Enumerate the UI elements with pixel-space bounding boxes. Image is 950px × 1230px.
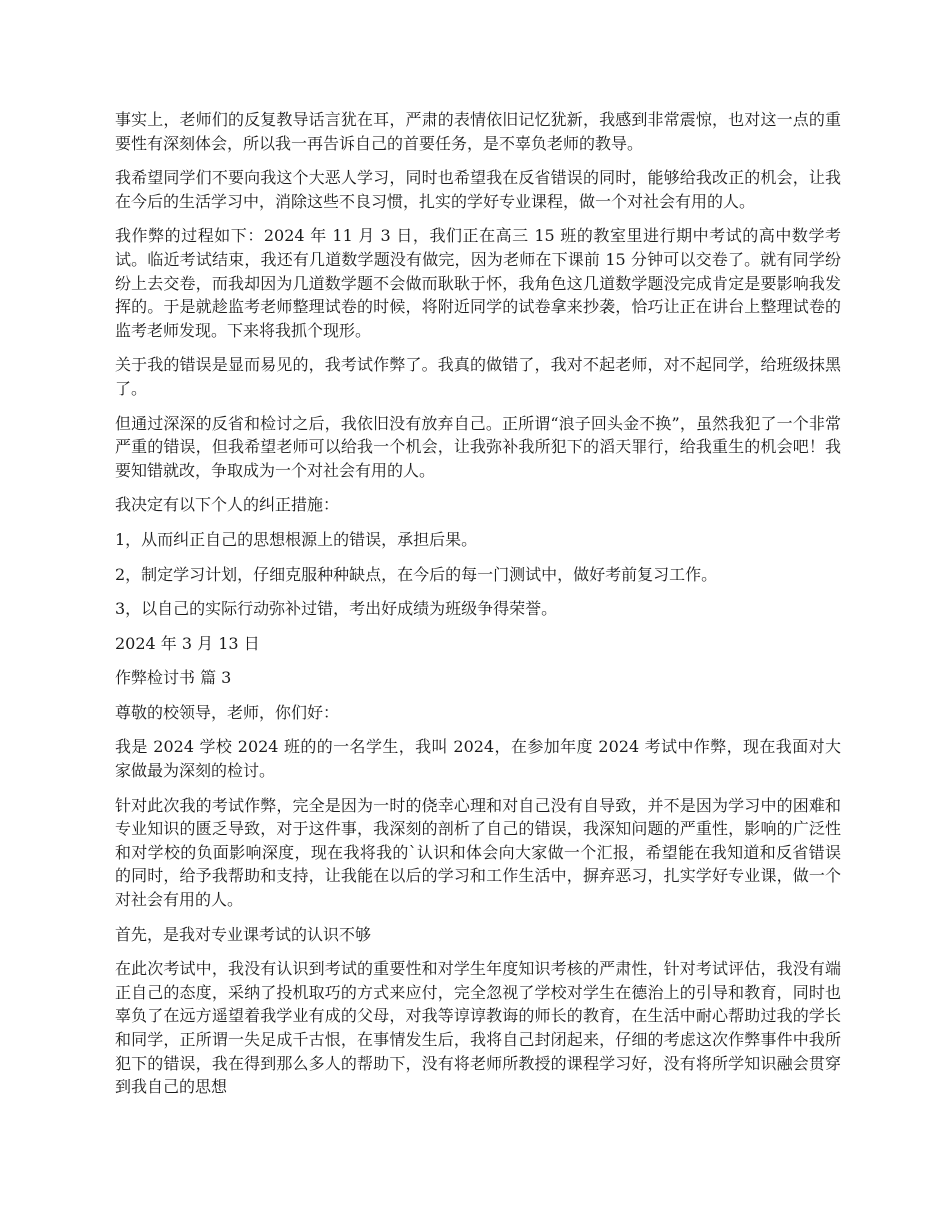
date-line: 2024 年 3 月 13 日 — [115, 633, 260, 653]
section-title: 作弊检讨书 篇 3 — [115, 668, 232, 688]
measure-item-2: 2，制定学习计划，仔细克服种种缺点，在今后的每一门测试中，做好考前复习工作。 — [115, 564, 718, 584]
paragraph-hope: 我希望同学们不要向我这个大恶人学习，同时也希望我在反省错误的同时，能够给我改正的机会，让我在今后的生活学习中，消除这些不良习惯，扎实的学好专业课程，做一个对社会有用的人。 — [115, 168, 841, 211]
paragraph-process: 我作弊的过程如下：2024 年 11 月 3 日，我们正在高三 15 班的教室里进行期中考试的高中数学考试。临近考试结束，我还有几道数学题没有做完，因为老师在下课前 15 分钟可以交卷了。就有同学纷纷上去交卷，而我却因为几道数学题不会做而耿耿于怀，我角色这几道数学题没完成肯定是要影响我发挥的。于是就趁监考老师整理试卷的时候，将附近同学的试卷拿来抄袭，恰巧让正在讲台上整理试卷的监考老师发现。下来将我抓个现形。 — [115, 226, 841, 340]
paragraph-reflection: 在此次考试中，我没有认识到考试的重要性和对学生年度知识考核的严肃性，针对考试评估，我没有端正自己的态度，采纳了投机取巧的方式来应付，完全忽视了学校对学生在德治上的引导和教育，同时也辜负了在远方遥望着我学业有成的父母，对我等谆谆教诲的师长的教育，在生活中耐心帮助过我的学长和同学，正所谓一失足成千古恨，在事情发生后，我将自己封闭起来，仔细的考虑这次作弊事件中我所犯下的错误，我在得到那么多人的帮助下，没有将老师所教授的课程学习好，没有将所学知识融会贯穿到我自己的思想 — [115, 959, 841, 1097]
paragraph-introduction: 我是 2024 学校 2024 班的的一名学生，我叫 2024，在参加年度 2024 考试中作弊，现在我面对大家做最为深刻的检讨。 — [115, 737, 841, 781]
document-page — [115, 108, 841, 1110]
paragraph-resolve: 但通过深深的反省和检讨之后，我依旧没有放弃自己。正所谓“浪子回头金不换”，虽然我犯了一个非常严重的错误，但我希望老师可以给我一个机会，让我弥补我所犯下的滔天罪行，给我重生的机会吧！我要知错就改，争取成为一个对社会有用的人。 — [115, 413, 841, 480]
measure-item-1: 1，从而纠正自己的思想根源上的错误，承担后果。 — [115, 529, 478, 549]
paragraph-measures-intro: 我决定有以下个人的纠正措施： — [115, 495, 340, 515]
paragraph-gratitude: 事实上，老师们的反复教导话言犹在耳，严肃的表情依旧记忆犹新，我感到非常震惊，也对这一点的重要性有深刻体会，所以我一再告诉自己的首要任务，是不辜负老师的教导。 — [115, 110, 841, 153]
measure-item-3: 3，以自己的实际行动弥补过错，考出好成绩为班级争得荣誉。 — [115, 599, 558, 619]
subheading-first-point: 首先，是我对专业课考试的认识不够 — [115, 924, 372, 944]
salutation: 尊敬的校领导，老师，你们好： — [115, 702, 340, 722]
paragraph-analysis: 针对此次我的考试作弊，完全是因为一时的侥幸心理和对自己没有自导致，并不是因为学习中的困难和专业知识的匮乏导致，对于这件事，我深刻的剖析了自己的错误，我深知问题的严重性，影响的广泛性和对学校的负面影响深度，现在我将我的`认识和体会向大家做一个汇报，希望能在我知道和反省错误的同时，给予我帮助和支持，让我能在以后的学习和工作生活中，摒弃恶习，扎实学好专业课，做一个对社会有用的人。 — [115, 795, 841, 910]
paragraph-admission: 关于我的错误是显而易见的，我考试作弊了。我真的做错了，我对不起老师，对不起同学，给班级抹黑了。 — [115, 355, 841, 398]
